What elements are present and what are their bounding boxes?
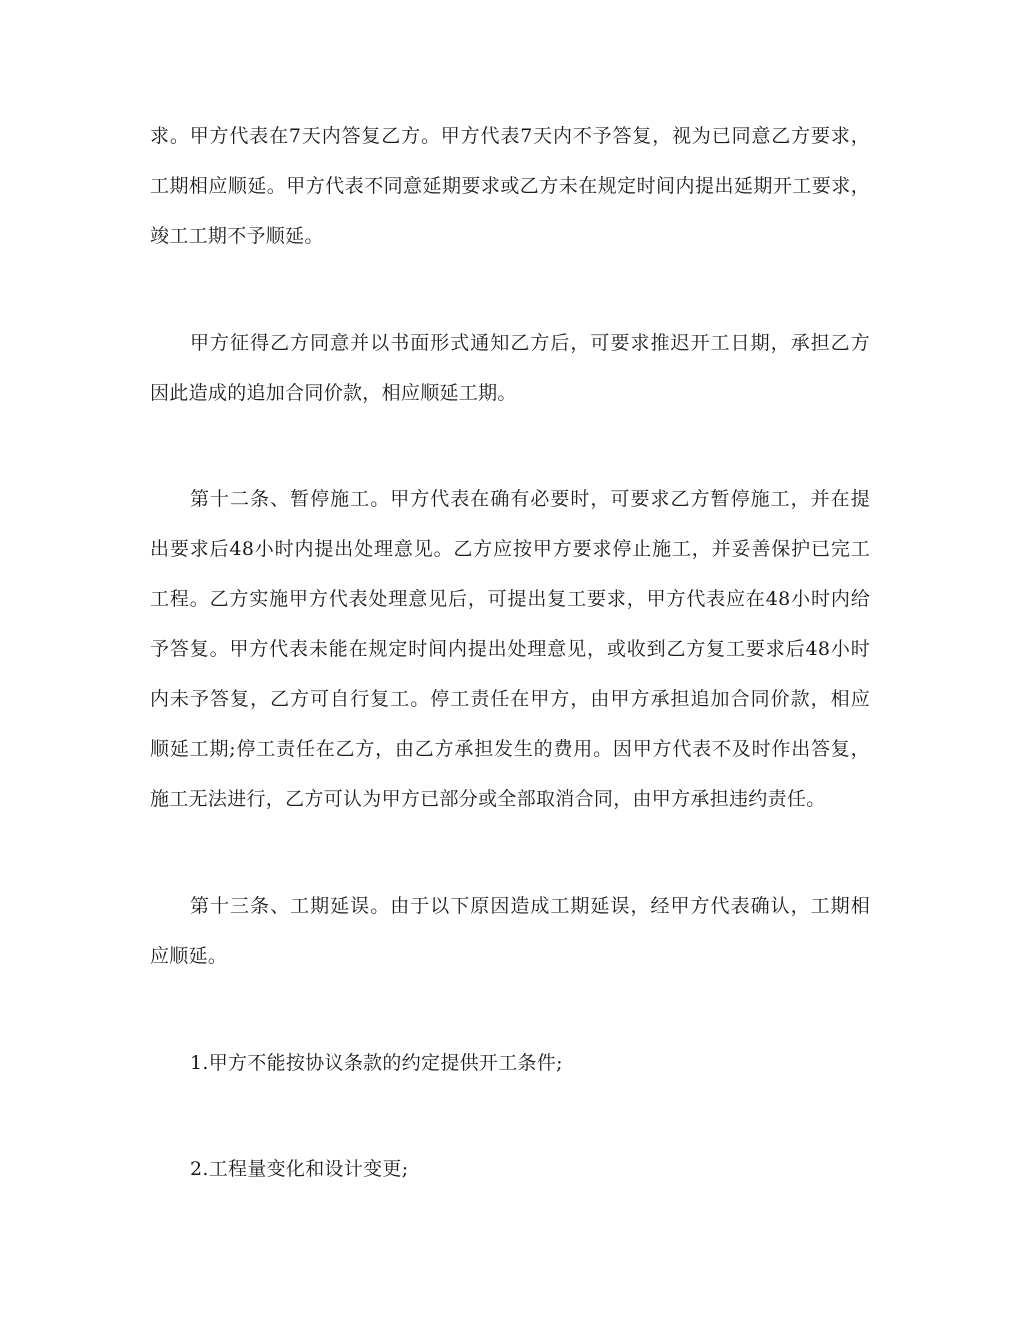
text-line: 求。甲方代表在7天内答复乙方。甲方代表7天内不予答复，视为已同意乙方要求， [150, 125, 870, 147]
list-item: 2.工程量变化和设计变更; [190, 1158, 409, 1180]
text-line: 内未予答复，乙方可自行复工。停工责任在甲方，由甲方承担追加合同价款，相应 [150, 688, 870, 710]
text-line: 出要求后48小时内提出处理意见。乙方应按甲方要求停止施工，并妥善保护已完工 [150, 538, 870, 560]
text-line: 予答复。甲方代表未能在规定时间内提出处理意见，或收到乙方复工要求后48小时 [150, 638, 870, 660]
list-item: 1.甲方不能按协议条款的约定提供开工条件; [190, 1052, 563, 1074]
text-line: 竣工工期不予顺延。 [150, 225, 324, 247]
text-line: 第十三条、工期延误。由于以下原因造成工期延误，经甲方代表确认，工期相 [190, 895, 870, 917]
text-line: 工期相应顺延。甲方代表不同意延期要求或乙方未在规定时间内提出延期开工要求， [150, 175, 870, 197]
text-line: 施工无法进行，乙方可认为甲方已部分或全部取消合同，由甲方承担违约责任。 [150, 788, 826, 810]
text-line: 第十二条、暂停施工。甲方代表在确有必要时，可要求乙方暂停施工，并在提 [190, 488, 870, 510]
text-line: 因此造成的追加合同价款，相应顺延工期。 [150, 382, 517, 404]
text-line: 顺延工期;停工责任在乙方，由乙方承担发生的费用。因甲方代表不及时作出答复， [150, 738, 870, 760]
text-line: 应顺延。 [150, 945, 228, 967]
text-line: 工程。乙方实施甲方代表处理意见后，可提出复工要求，甲方代表应在48小时内给 [150, 588, 870, 610]
text-line: 甲方征得乙方同意并以书面形式通知乙方后，可要求推迟开工日期，承担乙方 [190, 332, 870, 354]
